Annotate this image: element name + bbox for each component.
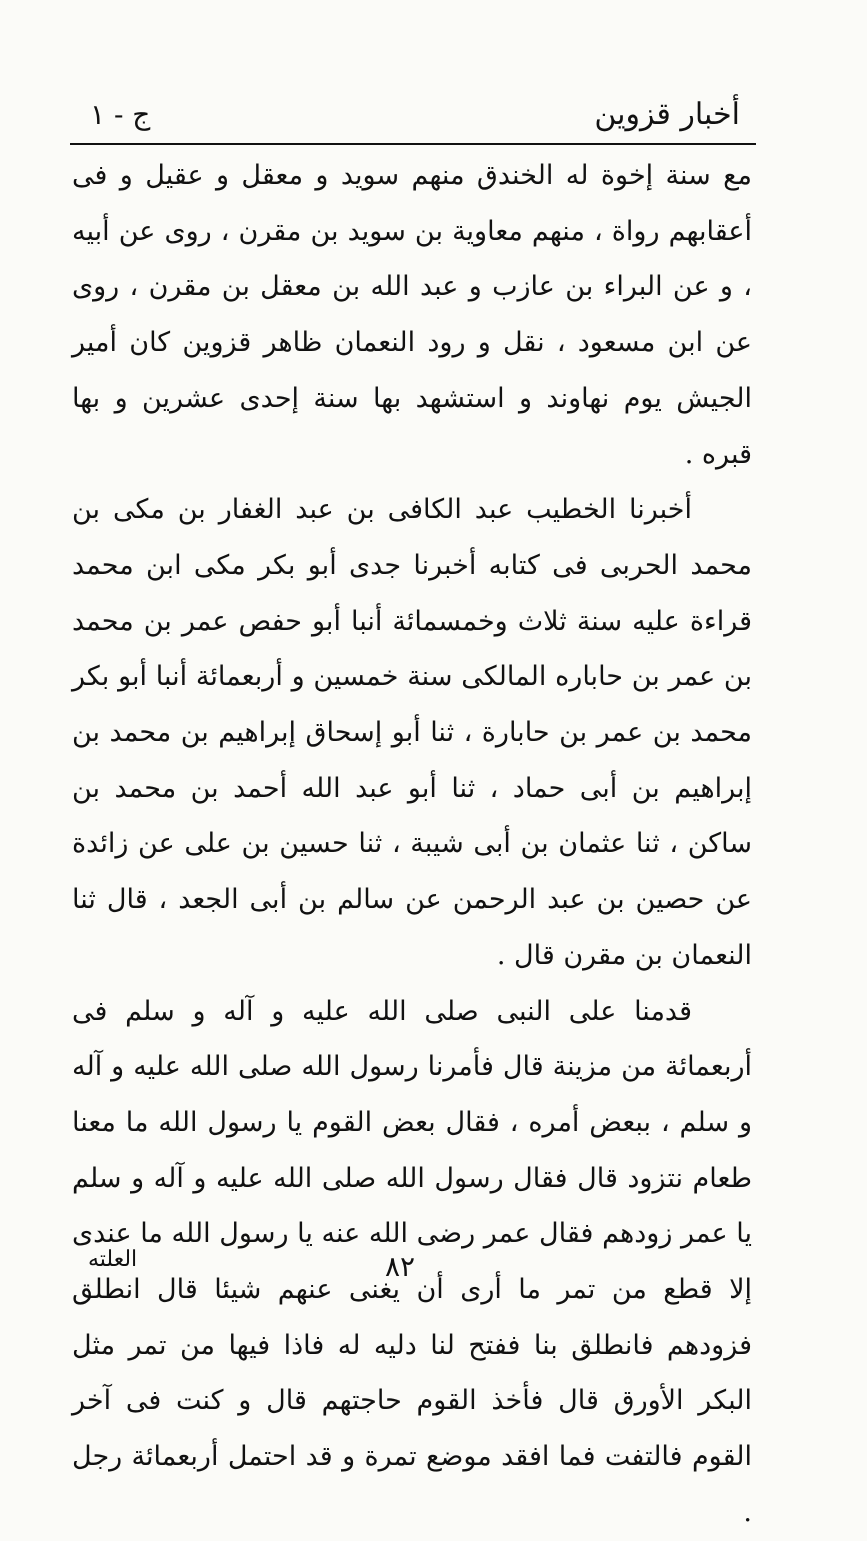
volume-number: ج - ١ xyxy=(90,98,151,131)
page-number: ٨٢ xyxy=(384,1250,416,1283)
body-text xyxy=(72,148,752,1541)
paragraph: مع سنة إخوة له الخندق منهم سويد و معقل و عقيل و فى أعقابهم رواة ، منهم معاوية بن سويد بن مقرن ، روى عن أبيه ، و عن البراء بن عازب و عبد الله بن معقل بن مقرن ، روى عن ابن مسعود ، نقل و رود النعمان ظاهر قزوين كان أمير الجيش يوم نهاوند و استشهد بها سنة إحدى عشرين و بها قبره . xyxy=(72,160,752,470)
catchword: العلته xyxy=(88,1247,138,1272)
header-title: أخبار قزوين xyxy=(594,97,740,132)
paragraph: أخبرنا الخطيب عبد الكافى بن عبد الغفار بن مكى بن محمد الحربى فى كتابه أخبرنا جدى أبو بكر مكى ابن محمد قراءة عليه سنة ثلاث وخمسمائة أنبا أبو حفص عمر بن محمد بن عمر بن حاباره المالكى سنة خمسين و أربعمائة أنبا أبو بكر محمد بن عمر بن حابارة ، ثنا أبو إسحاق إبراهيم بن محمد بن إبراهيم بن أبى حماد ، ثنا أبو عبد الله أحمد بن محمد بن ساكن ، ثنا عثمان بن أبى شيبة ، ثنا حسين بن على عن زائدة عن حصين بن عبد الرحمن عن سالم بن أبى الجعد ، قال ثنا النعمان بن مقرن قال . xyxy=(72,494,752,971)
header-rule xyxy=(70,143,756,145)
paragraph: قدمنا على النبى صلى الله عليه و آله و سلم فى أربعمائة من مزينة قال فأمرنا رسول الله صلى الله عليه و آله و سلم ، ببعض أمره ، فقال بعض القوم يا رسول الله ما معنا طعام نتزود قال فقال رسول الله صلى الله عليه و آله و سلم يا عمر زودهم فقال عمر رضى الله عنه يا رسول الله ما عندى إلا قطع من تمر ما أرى أن يغنى عنهم شيئا قال انطلق فزودهم فانطلق بنا ففتح لنا دليه له فاذا فيها من تمر مثل البكر الأورق قال فأخذ القوم حاجتهم قال و كنت فى آخر القوم فالتفت فما افقد موضع تمرة و قد احتمل أربعمائة رجل . xyxy=(72,995,752,1528)
running-header xyxy=(70,95,740,135)
